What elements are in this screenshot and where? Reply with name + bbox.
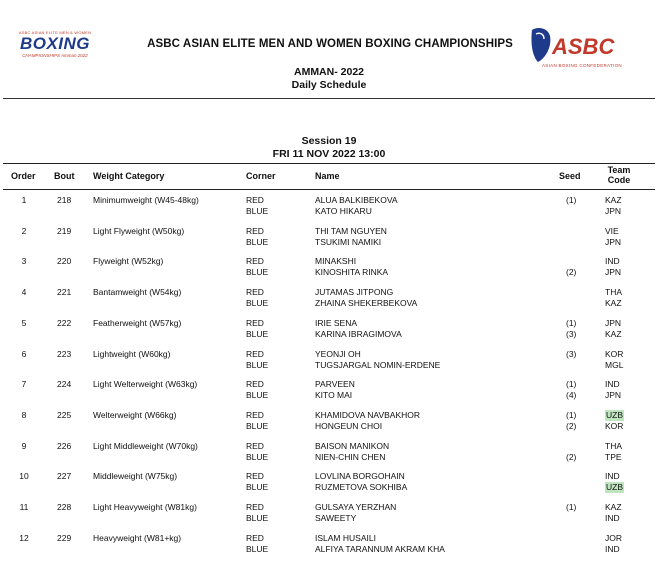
weight-category: Heavyweight (W81+kg): [93, 532, 182, 543]
blue-team-code: IND: [605, 543, 620, 554]
bout-order: 2: [21, 225, 27, 236]
blue-boxer-name: NIEN-CHIN CHEN: [315, 451, 386, 462]
corner-red: RED: [246, 195, 264, 205]
asbc-logo-subtitle: ASIAN BOXING CONFEDERATION: [542, 63, 622, 68]
col-header-bout: Bout: [54, 171, 75, 181]
red-boxer-name: PARVEEN: [315, 379, 355, 390]
red-seed: (1): [566, 317, 577, 328]
corner-blue: BLUE: [246, 390, 269, 401]
col-header-corner: Corner: [246, 171, 276, 181]
col-header-team: Team Code: [607, 165, 631, 185]
blue-seed: (2): [566, 267, 577, 278]
bout-order: 12: [19, 532, 29, 543]
weight-category: Featherweight (W57kg): [93, 317, 182, 328]
blue-seed: (3): [566, 328, 577, 339]
red-seed: (3): [566, 348, 577, 359]
red-team-code: IND: [605, 379, 620, 390]
bout-number: 225: [57, 409, 72, 420]
col-header-name: Name: [315, 171, 340, 181]
red-boxer-name: KHAMIDOVA NAVBAKHOR: [315, 409, 421, 420]
blue-boxer-name: KARINA IBRAGIMOVA: [315, 328, 402, 339]
blue-seed: (4): [566, 390, 577, 401]
blue-team-code: JPN: [605, 267, 622, 278]
logo-bottom-text: CHAMPIONSHIPS Amman 2022: [22, 53, 88, 58]
corner-red: RED: [246, 256, 264, 267]
bout-order: 4: [21, 287, 27, 298]
blue-seed: (2): [566, 451, 577, 462]
bout-order: 7: [21, 379, 27, 390]
red-boxer-name: THI TAM NGUYEN: [315, 225, 387, 236]
corner-red: RED: [246, 409, 264, 420]
red-seed: (1): [566, 195, 577, 205]
session-number: Session 19: [301, 135, 357, 147]
bout-number: 228: [57, 502, 72, 512]
blue-seed: (2): [566, 420, 577, 431]
blue-boxer-name: TUGSJARGAL NOMIN-ERDENE: [315, 359, 441, 370]
red-team-code: KAZ: [605, 195, 622, 205]
blue-boxer-name: HONGEUN CHOI: [315, 420, 383, 431]
blue-team-code: UZB: [606, 482, 623, 493]
corner-blue: BLUE: [246, 451, 269, 462]
corner-red: RED: [246, 287, 264, 298]
schedule-label: Daily Schedule: [291, 79, 367, 91]
blue-boxer-name: SAWEETY: [315, 513, 357, 523]
red-team-code: UZB: [606, 409, 623, 420]
col-header-weight: Weight Category: [93, 171, 165, 181]
corner-blue: BLUE: [246, 482, 269, 493]
header-divider: [3, 98, 655, 99]
bout-number: 229: [57, 532, 72, 543]
session-heading: [229, 135, 429, 161]
red-team-code: IND: [605, 471, 620, 482]
bout-order: 10: [19, 471, 29, 482]
weight-category: Minimumweight (W45-48kg): [93, 195, 199, 205]
bout-number: 220: [57, 256, 72, 267]
red-team-code: JOR: [605, 532, 622, 543]
championship-logo: [14, 30, 96, 72]
corner-blue: BLUE: [246, 206, 269, 216]
red-boxer-name: IRIE SENA: [315, 317, 358, 328]
logo-top-text: ASBC ASIAN ELITE MEN & WOMEN: [18, 30, 92, 35]
blue-boxer-name: KATO HIKARU: [315, 206, 372, 216]
bout-number: 218: [57, 195, 72, 205]
weight-category: Light Heavyweight (W81kg): [93, 502, 197, 512]
blue-boxer-name: ALFIYA TARANNUM AKRAM KHA: [315, 543, 445, 554]
red-seed: (1): [566, 379, 577, 390]
blue-team-code: MGL: [605, 359, 624, 370]
corner-red: RED: [246, 532, 264, 543]
corner-blue: BLUE: [246, 267, 269, 278]
asbc-logo-text: ASBC: [552, 34, 615, 59]
red-seed: (1): [566, 502, 577, 512]
blue-team-code: KAZ: [605, 328, 622, 339]
blue-boxer-name: ZHAINA SHEKERBEKOVA: [315, 298, 418, 309]
bout-order: 5: [21, 317, 27, 328]
corner-blue: BLUE: [246, 328, 269, 339]
bout-order: 9: [21, 440, 27, 451]
event-location: AMMAN- 2022: [293, 66, 364, 78]
corner-blue: BLUE: [246, 420, 269, 431]
bout-number: 227: [57, 471, 72, 482]
bout-order: 1: [21, 195, 27, 205]
red-seed: (1): [566, 409, 577, 420]
red-boxer-name: ALUA BALKIBEKOVA: [315, 195, 398, 205]
blue-team-code: KOR: [605, 420, 624, 431]
red-boxer-name: LOVLINA BORGOHAIN: [315, 471, 405, 482]
blue-team-code: TPE: [605, 451, 622, 462]
red-boxer-name: JUTAMAS JITPONG: [315, 287, 394, 298]
bout-order: 11: [19, 502, 29, 512]
red-boxer-name: YEONJI OH: [315, 348, 361, 359]
corner-blue: BLUE: [246, 543, 269, 554]
corner-blue: BLUE: [246, 359, 269, 370]
weight-category: Lightweight (W60kg): [93, 348, 171, 359]
logo-boxing-text: BOXING: [19, 34, 91, 53]
weight-category: Bantamweight (W54kg): [93, 287, 182, 298]
weight-category: Light Welterweight (W63kg): [93, 379, 198, 390]
bout-number: 221: [57, 287, 72, 298]
bout-order: 8: [21, 409, 27, 420]
corner-red: RED: [246, 225, 264, 236]
corner-red: RED: [246, 471, 264, 482]
red-boxer-name: BAISON MANIKON: [315, 440, 390, 451]
document-subtitle: [229, 66, 429, 92]
weight-category: Flyweight (W52kg): [93, 256, 164, 267]
red-team-code: JPN: [605, 317, 622, 328]
blue-team-code: JPN: [605, 206, 622, 216]
corner-red: RED: [246, 502, 264, 512]
red-boxer-name: ISLAM HUSAILI: [315, 532, 376, 543]
blue-boxer-name: RUZMETOVA SOKHIBA: [315, 482, 408, 493]
red-team-code: THA: [605, 287, 622, 298]
weight-category: Light Flyweight (W50kg): [93, 225, 185, 236]
col-header-seed: Seed: [559, 171, 581, 181]
bout-number: 219: [57, 225, 72, 236]
red-team-code: KAZ: [605, 502, 622, 512]
blue-boxer-name: KITO MAI: [315, 390, 353, 401]
blue-team-code: KAZ: [605, 298, 622, 309]
weight-category: Welterweight (W66kg): [93, 409, 177, 420]
corner-red: RED: [246, 440, 264, 451]
red-team-code: THA: [605, 440, 622, 451]
corner-red: RED: [246, 348, 264, 359]
corner-blue: BLUE: [246, 513, 269, 523]
corner-blue: BLUE: [246, 298, 269, 309]
red-team-code: KOR: [605, 348, 624, 359]
blue-team-code: IND: [605, 513, 620, 523]
bout-order: 6: [21, 348, 27, 359]
bout-order: 3: [21, 256, 27, 267]
session-datetime: FRI 11 NOV 2022 13:00: [272, 148, 386, 160]
bout-number: 224: [57, 379, 72, 390]
document-title: ASBC ASIAN ELITE MEN AND WOMEN BOXING CHAMPIONSHIPS: [147, 38, 513, 50]
corner-red: RED: [246, 317, 264, 328]
blue-team-code: JPN: [605, 390, 622, 401]
table-header-rule: [3, 189, 655, 190]
corner-blue: BLUE: [246, 236, 269, 247]
corner-red: RED: [246, 379, 264, 390]
red-boxer-name: MINAKSHI: [315, 256, 357, 267]
red-boxer-name: GULSAYA YERZHAN: [315, 502, 397, 512]
table-top-rule: [3, 163, 655, 164]
blue-boxer-name: TSUKIMI NAMIKI: [315, 236, 382, 247]
weight-category: Middleweight (W75kg): [93, 471, 178, 482]
red-team-code: VIE: [605, 225, 619, 236]
red-team-code: IND: [605, 256, 620, 267]
bout-number: 226: [57, 440, 72, 451]
col-header-order: Order: [11, 171, 36, 181]
bout-number: 222: [57, 317, 72, 328]
blue-team-code: JPN: [605, 236, 622, 247]
blue-boxer-name: KINOSHITA RINKA: [315, 267, 389, 278]
weight-category: Light Middleweight (W70kg): [93, 440, 198, 451]
bout-number: 223: [57, 348, 72, 359]
